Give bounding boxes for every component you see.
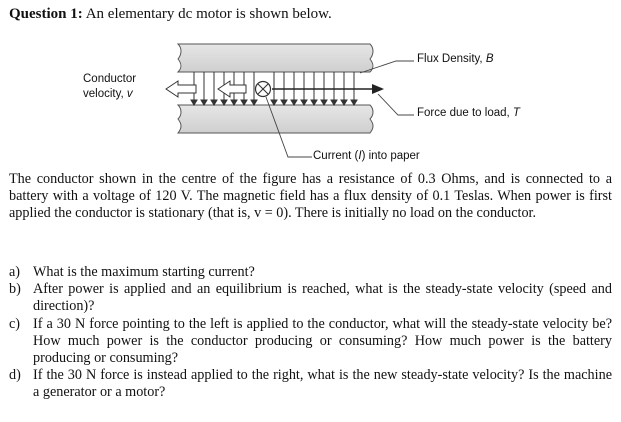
velocity-arrow-right [218,81,246,97]
velocity-symbol: v [126,88,133,100]
force-leader [378,94,414,115]
current-prefix: Current ( [313,150,359,162]
force-symbol: T [512,107,520,119]
problem-statement [9,171,612,223]
question-title: An elementary dc motor is shown below. [85,6,332,22]
question-text: If a 30 N force pointing to the left is applied to the conductor, what will the steady-state velocity be? How much power is the conductor producing or consuming? How much power is the battery producing or consuming? [33,315,612,367]
question-item-d [9,367,612,401]
top-magnet-pole [178,44,373,72]
load-force-arrowhead [372,84,384,94]
question-text: What is the maximum starting current? [33,264,255,280]
question-marker: c) [9,315,21,332]
flux-density-label [417,53,493,65]
question-marker: d) [9,367,21,384]
flux-symbol: B [485,53,494,65]
question-text: After power is applied and an equilibrium is reached, what is the steady-state velocity (speed and direction)? [33,281,612,315]
motor-figure [0,28,621,168]
current-label [313,150,420,162]
force-load-text: Force due to load, [417,107,510,119]
flux-density-text: Flux Density, [417,53,483,65]
conductor-velocity-label [83,72,136,102]
question-list [9,264,612,402]
velocity-word: velocity, [83,88,124,100]
conductor-word: Conductor [83,73,137,85]
question-marker: a) [9,264,21,280]
question-text: If the 30 N force is instead applied to the right, what is the new steady-state velocity? Is the machine a generator or a motor? [33,367,612,401]
question-marker: b) [9,281,21,298]
question-heading [9,6,332,23]
force-load-label [417,107,520,119]
current-suffix: ) into paper [361,150,420,162]
question-label: Question 1: [9,6,83,22]
velocity-arrow-left [166,81,196,97]
velocity-line [83,87,136,102]
question-item-c [9,316,612,368]
problem-paragraph: The conductor shown in the centre of the figure has a resistance of 0.3 Ohms, and is connected to a battery with a voltage of 120 V. The magnetic field has a flux density of 0.1 Teslas. When power is first applied the conductor is stationary (that is, v = 0). There is initially no load on the conductor. [9,171,612,222]
bottom-magnet-pole [178,105,373,133]
current-symbol: I [358,150,362,162]
question-item-b [9,281,612,315]
question-item-a [9,264,612,281]
